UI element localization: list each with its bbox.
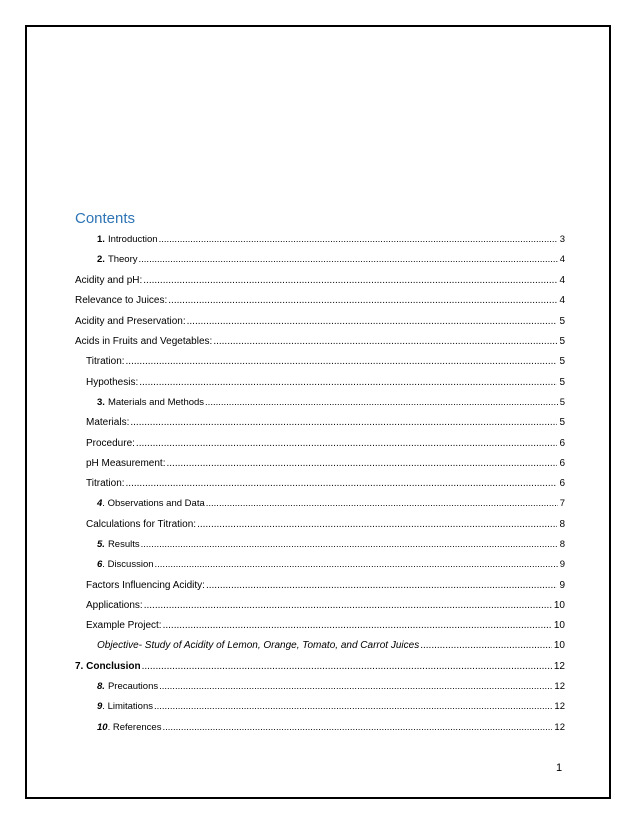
toc-entry-page: 10 — [553, 640, 565, 651]
toc-entry-page: 5 — [559, 316, 565, 327]
toc-entry-number: 1. — [97, 234, 105, 245]
toc-entry-ph-measurement[interactable] — [86, 454, 565, 470]
toc-entry-title: Factors Influencing Acidity: — [86, 580, 205, 591]
toc-entry-page: 9 — [559, 559, 565, 570]
toc-leader-dots — [126, 356, 558, 368]
toc-entry-title: Materials: — [86, 417, 130, 428]
toc-entry-page: 5 — [559, 397, 565, 408]
toc-entry-acidity-preservation[interactable] — [75, 312, 565, 328]
toc-entry-precautions[interactable] — [97, 677, 565, 693]
toc-leader-dots — [197, 519, 557, 531]
toc-entry-page: 5 — [559, 336, 565, 347]
toc-leader-dots — [206, 498, 558, 510]
toc-entry-title: Materials and Methods — [107, 397, 205, 408]
toc-entry-page: 4 — [559, 275, 565, 286]
toc-entry-title: Acidity and Preservation: — [75, 316, 186, 327]
toc-entry-page: 4 — [559, 254, 565, 265]
toc-entry-title: . Discussion — [102, 559, 154, 570]
toc-entry-titration-2[interactable] — [86, 474, 565, 490]
toc-entry-title: . References — [107, 722, 162, 733]
toc-leader-dots — [143, 275, 557, 287]
toc-entry-title: pH Measurement: — [86, 458, 166, 469]
toc-entry-discussion[interactable] — [97, 555, 565, 571]
toc-entry-theory[interactable] — [97, 250, 565, 266]
toc-leader-dots — [154, 701, 552, 713]
toc-entry-page: 4 — [559, 295, 565, 306]
page-number: 1 — [555, 762, 563, 774]
toc-entry-procedure[interactable] — [86, 434, 565, 450]
toc-entry-title: Acids in Fruits and Vegetables: — [75, 336, 213, 347]
toc-entry-number: 5. — [97, 539, 105, 550]
toc-entry-results[interactable] — [97, 535, 565, 551]
toc-entry-title: Calculations for Titration: — [86, 519, 197, 530]
toc-leader-dots — [139, 254, 558, 266]
toc-entry-page: 12 — [554, 681, 565, 692]
toc-entry-title: Introduction — [107, 234, 158, 245]
toc-entry-page: 7 — [559, 498, 565, 509]
toc-entry-references[interactable] — [97, 718, 565, 734]
toc-entry-page: 6 — [559, 438, 565, 449]
toc-entry-page: 8 — [559, 519, 565, 530]
toc-entry-page: 5 — [559, 356, 565, 367]
toc-entry-factors[interactable] — [86, 576, 565, 592]
toc-entry-title: Results — [107, 539, 140, 550]
toc-entry-example-project[interactable] — [86, 616, 565, 632]
toc-entry-number: 3. — [97, 397, 105, 408]
toc-entry-objective[interactable] — [97, 636, 565, 652]
toc-entry-page: 5 — [559, 377, 565, 388]
toc-leader-dots — [420, 640, 552, 652]
toc-leader-dots — [159, 681, 552, 693]
toc-entry-title: Precautions — [107, 681, 159, 692]
toc-entry-title: Applications: — [86, 600, 143, 611]
toc-entry-page: 5 — [559, 417, 565, 428]
toc-leader-dots — [141, 539, 558, 551]
toc-leader-dots — [168, 295, 557, 307]
toc-entry-materials[interactable] — [86, 413, 565, 429]
toc-entry-title: Theory — [107, 254, 138, 265]
toc-entry-number: 2. — [97, 254, 105, 265]
toc-entry-introduction[interactable] — [97, 230, 565, 246]
toc-entry-title: Objective- Study of Acidity of Lemon, Orange, Tomato, and Carrot Juices — [97, 640, 420, 651]
toc-leader-dots — [155, 559, 558, 571]
toc-entry-title: Hypothesis: — [86, 377, 139, 388]
toc-entry-title: . Limitations — [102, 701, 153, 712]
toc-entry-title: Procedure: — [86, 438, 135, 449]
toc-heading: Contents — [75, 210, 136, 227]
toc-leader-dots — [187, 316, 558, 328]
toc-leader-dots — [159, 234, 558, 246]
toc-leader-dots — [206, 580, 557, 592]
toc-leader-dots — [166, 458, 557, 470]
toc-entry-calculations[interactable] — [86, 515, 565, 531]
toc-entry-page: 8 — [559, 539, 565, 550]
toc-entry-page: 12 — [554, 722, 565, 733]
toc-leader-dots — [136, 438, 558, 450]
toc-entry-page: 6 — [559, 458, 565, 469]
toc-entry-page: 6 — [559, 478, 565, 489]
toc-entry-page: 3 — [559, 234, 565, 245]
toc-entry-page: 12 — [553, 661, 565, 672]
toc-entry-page: 10 — [553, 620, 565, 631]
toc-entry-title: Titration: — [86, 478, 125, 489]
toc-entry-title: Titration: — [86, 356, 125, 367]
toc-entry-page: 12 — [554, 701, 565, 712]
toc-entry-number: 10 — [97, 722, 108, 733]
toc-entry-title: . Observations and Data — [102, 498, 205, 509]
toc-leader-dots — [162, 722, 552, 734]
toc-entry-page: 9 — [559, 580, 565, 591]
toc-entry-materials-methods[interactable] — [97, 393, 565, 409]
toc-entry-number: 4 — [97, 498, 103, 509]
toc-entry-observations[interactable] — [97, 494, 565, 510]
toc-entry-number: 6 — [97, 559, 103, 570]
toc-entry-hypothesis[interactable] — [86, 373, 565, 389]
toc-leader-dots — [139, 377, 557, 389]
toc-leader-dots — [213, 336, 557, 348]
toc-entry-page: 10 — [553, 600, 565, 611]
toc-entry-titration[interactable] — [86, 352, 565, 368]
toc-leader-dots — [142, 661, 552, 673]
toc-entry-title: Acidity and pH: — [75, 275, 143, 286]
toc-entry-title: Relevance to Juices: — [75, 295, 168, 306]
toc-entry-conclusion[interactable] — [75, 657, 565, 673]
toc-leader-dots — [126, 478, 558, 490]
toc-entry-limitations[interactable] — [97, 697, 565, 713]
toc-entry-title: Example Project: — [86, 620, 162, 631]
toc-entry-applications[interactable] — [86, 596, 565, 612]
toc-leader-dots — [144, 600, 552, 612]
toc-entry-title: 7. Conclusion — [75, 661, 141, 672]
toc-entry-acidity-ph[interactable] — [75, 271, 565, 287]
toc-leader-dots — [163, 620, 552, 632]
toc-entry-relevance-juices[interactable] — [75, 291, 565, 307]
toc-leader-dots — [205, 397, 558, 409]
toc-entry-number: 9 — [97, 701, 103, 712]
toc-entry-number: 8. — [97, 681, 105, 692]
toc-entry-acids-fruits[interactable] — [75, 332, 565, 348]
toc-leader-dots — [130, 417, 557, 429]
